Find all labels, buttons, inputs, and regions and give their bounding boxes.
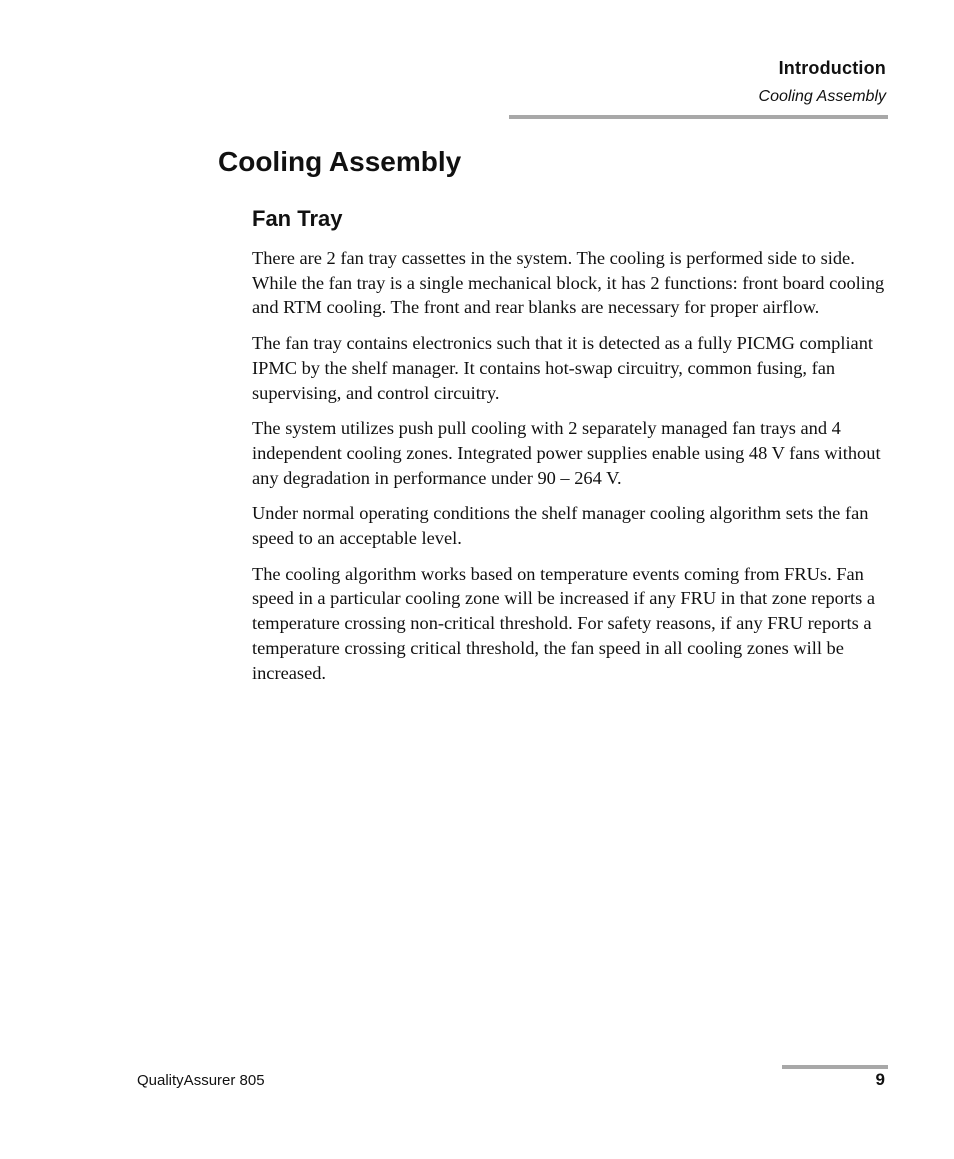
header-chapter-title: Introduction (778, 58, 886, 78)
header-section-title: Cooling Assembly (758, 88, 886, 105)
paragraph-push-pull-cooling: The system utilizes push pull cooling with 2 separately managed fan trays and 4 independent cooling zones. Integrated power supplies enable using 48 V fans without any degradation in performance under 90 – 264 V. (252, 418, 881, 488)
paragraph-normal-operation: Under normal operating conditions the shelf manager cooling algorithm sets the fan speed to an acceptable level. (252, 503, 869, 549)
fan-tray-section (252, 204, 892, 696)
footer-divider (782, 1065, 888, 1069)
running-header (759, 57, 886, 107)
paragraph-cooling-algorithm: The cooling algorithm works based on temperature events coming from FRUs. Fan speed in a particular cooling zone will be increased if any FRU in that zone reports a temperature crossing non-critical threshold. For safety reasons, if any FRU reports a temperature crossing critical threshold, the fan speed in all cooling zones will be increased. (252, 563, 876, 683)
paragraph-fan-tray-electronics: The fan tray contains electronics such that it is detected as a fully PICMG compliant IPMC by the shelf manager. It contains hot-swap circuitry, common fusing, fan supervising, and control circuitry. (252, 333, 874, 403)
header-divider (509, 115, 888, 119)
paragraph-fan-tray-cassettes: There are 2 fan tray cassettes in the system. The cooling is performed side to side. While the fan tray is a single mechanical block, it has 2 functions: front board cooling and RTM cooling. The front and rear blanks are necessary for proper airflow. (252, 248, 885, 318)
page-number: 9 (875, 1070, 885, 1089)
section-heading: Fan Tray (252, 206, 343, 231)
footer-product-name: QualityAssurer 805 (137, 1072, 265, 1089)
page-title: Cooling Assembly (218, 146, 462, 177)
